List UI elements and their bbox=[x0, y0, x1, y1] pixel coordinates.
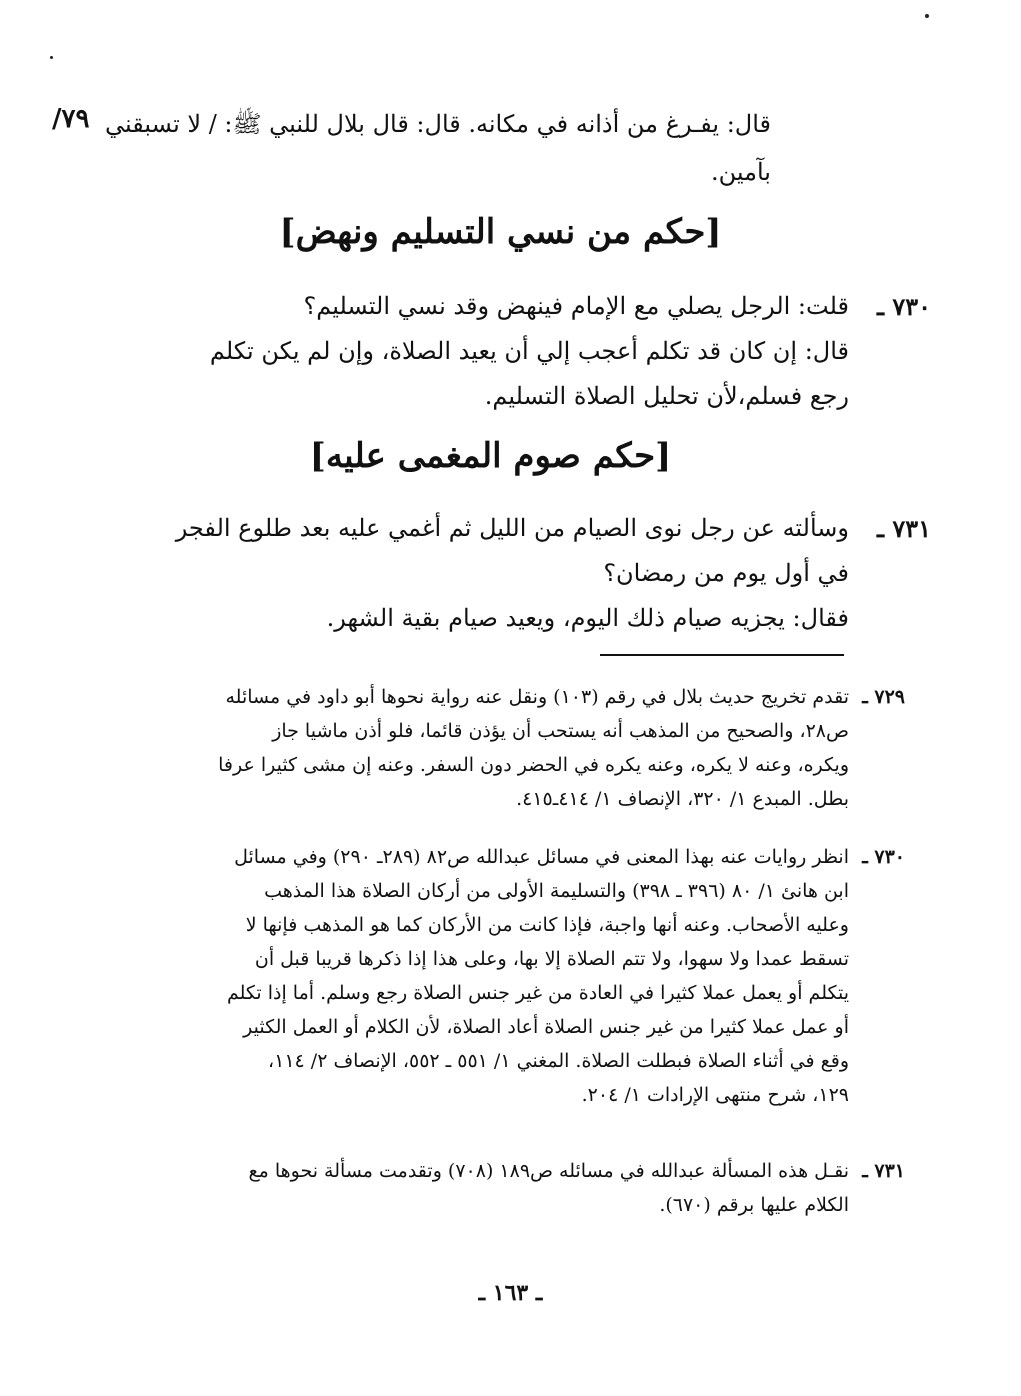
section-heading: [حكم صوم المغمى عليه] bbox=[309, 436, 672, 476]
footnote-line: تسقط عمدا ولا سهوا، ولا تتم الصلاة إلا بها، وعلى هذا إذا ذكرها قريبا قبل أن bbox=[254, 948, 849, 970]
footnote bbox=[187, 840, 905, 1112]
issue-line: وسألته عن رجل نوى الصيام من الليل ثم أغمي عليه بعد طلوع الفجر bbox=[175, 514, 849, 542]
footnote-line: ١٢٩، شرح منتهى الإرادات ١/ ٢٠٤. bbox=[581, 1084, 849, 1106]
footnote-line: ص٢٨، والصحيح من المذهب أنه يستحب أن يؤذن قائما، فلو أذن ماشيا جاز bbox=[272, 720, 849, 742]
carryover-line: قال: يفـرغ من أذانه في مكانه. قال: قال بلال للنبي ﷺ: / لا تسبقني bbox=[105, 110, 771, 138]
footnote-line: ويكره، وعنه لا يكره، وعنه يكره في الحضر دون السفر. وعنه إن مشى كثيرا عرفا bbox=[218, 754, 849, 776]
footnote-line: نقـل هذه المسألة عبدالله في مسائله ص١٨٩ (٧٠٨) وتقدمت مسألة نحوها مع bbox=[248, 1160, 849, 1182]
issue-line: في أول يوم من رمضان؟ bbox=[603, 559, 849, 587]
scan-speck bbox=[50, 56, 53, 59]
margin-page-reference: ٧٩/ bbox=[52, 104, 90, 134]
footnote-line: أو عمل عملا كثيرا من غير جنس الصلاة أعاد الصلاة، لأن الكلام أو العمل الكثير bbox=[243, 1016, 849, 1038]
issue-number: ٧٣١ ـ bbox=[876, 514, 931, 543]
issue-line: رجع فسلم،لأن تحليل الصلاة التسليم. bbox=[484, 382, 849, 410]
issue-line: فقال: يجزيه صيام ذلك اليوم، ويعيد صيام بقية الشهر. bbox=[326, 604, 849, 632]
page-number: ـ ١٦٣ ـ bbox=[478, 1280, 543, 1306]
footnote-line: انظر روايات عنه بهذا المعنى في مسائل عبدالله ص٨٢ (٢٨٩ـ ٢٩٠) وفي مسائل bbox=[234, 846, 849, 868]
section-heading: [حكم من نسي التسليم ونهض] bbox=[279, 212, 722, 252]
issue-entry bbox=[159, 506, 931, 641]
footnote-line: تقدم تخريج حديث بلال في رقم (١٠٣) ونقل عنه رواية نحوها أبو داود في مسائله bbox=[225, 686, 849, 708]
footnote bbox=[187, 1154, 905, 1222]
footnote-line: يتكلم أو يعمل عملا كثيرا في العادة من غير جنس الصلاة رجع وسلم. أما إذا تكلم bbox=[226, 982, 849, 1004]
footnote bbox=[187, 680, 905, 816]
footnote-line: وقع في أثناء الصلاة فبطلت الصلاة. المغني ١/ ٥٥١ ـ ٥٥٢، الإنصاف ٢/ ١١٤، bbox=[267, 1050, 849, 1072]
scan-speck bbox=[925, 14, 929, 18]
footnote-line: الكلام عليها برقم (٦٧٠). bbox=[659, 1194, 849, 1216]
footnote-line: بطل. المبدع ١/ ٣٢٠، الإنصاف ١/ ٤١٤ـ٤١٥. bbox=[516, 788, 849, 810]
footnote-number: ٧٣٠ ـ bbox=[862, 846, 905, 868]
issue-entry bbox=[159, 284, 931, 419]
footnote-number: ٧٢٩ ـ bbox=[862, 686, 905, 708]
issue-line: قلت: الرجل يصلي مع الإمام فينهض وقد نسي التسليم؟ bbox=[303, 292, 849, 320]
footnote-divider bbox=[600, 654, 844, 656]
footnote-number: ٧٣١ ـ bbox=[862, 1160, 905, 1182]
issue-line: قال: إن كان قد تكلم أعجب إلي أن يعيد الصلاة، وإن لم يكن تكلم bbox=[209, 337, 849, 365]
carryover-text bbox=[105, 100, 771, 196]
footnote-line: وعليه الأصحاب. وعنه أنها واجبة، فإذا كانت من الأركان كما هو المذهب فإنها لا bbox=[245, 914, 849, 936]
carryover-line: بآمين. bbox=[711, 158, 771, 186]
issue-number: ٧٣٠ ـ bbox=[876, 292, 931, 321]
footnote-line: ابن هانئ ١/ ٨٠ (٣٩٦ ـ ٣٩٨) والتسليمة الأولى من أركان الصلاة هذا المذهب bbox=[264, 880, 849, 902]
